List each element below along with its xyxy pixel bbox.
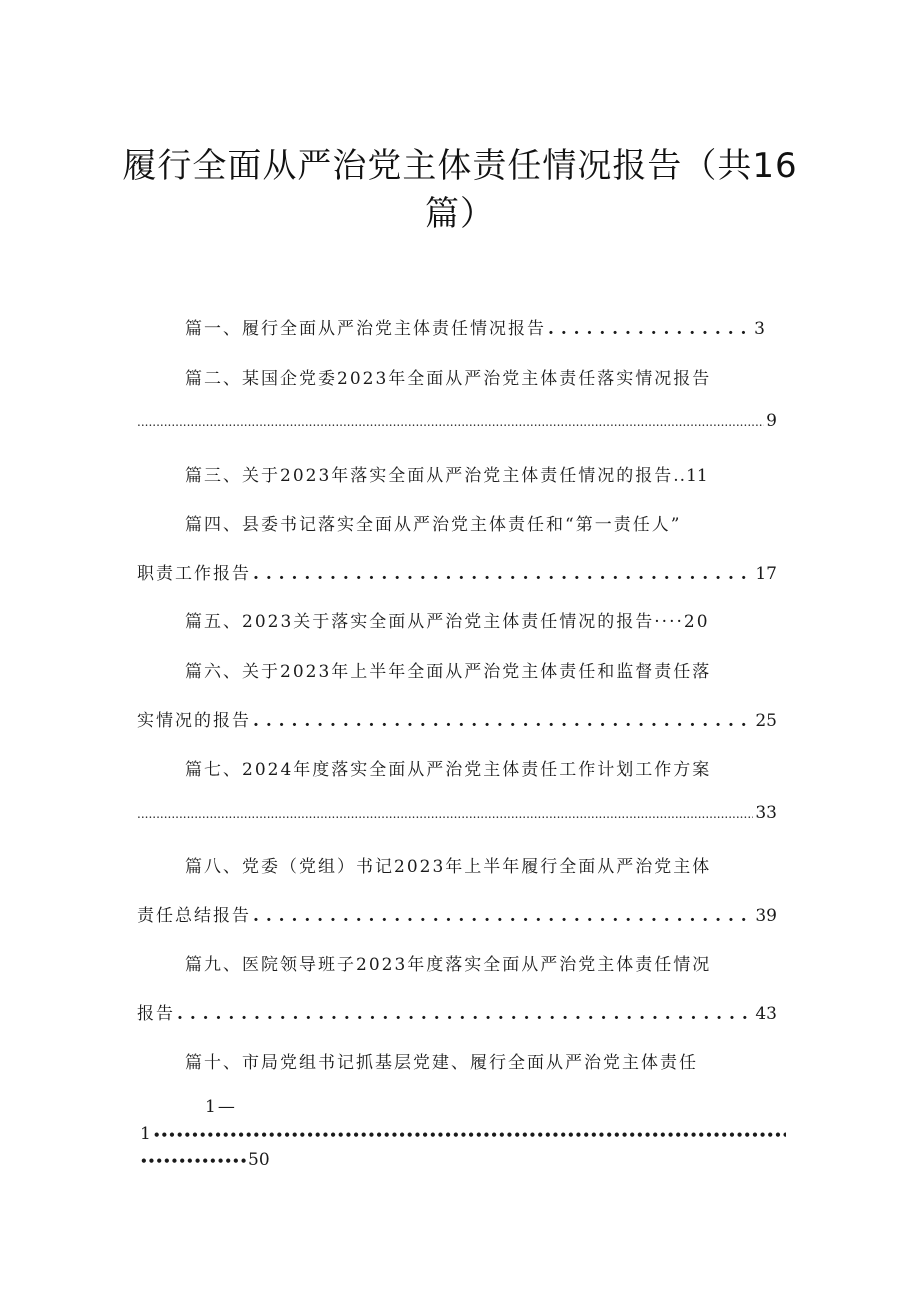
toc-entry-5[interactable]: 篇五、2023关于落实全面从严治党主体责任情况的报告····20	[185, 612, 710, 632]
toc-entry-title-continued: 职责工作报告	[137, 564, 251, 584]
toc-leader-bullets	[140, 1150, 248, 1170]
toc-entry-7[interactable]: 篇七、2024年度落实全面从严治党主体责任工作计划工作方案	[185, 760, 712, 780]
toc-page-number: 11	[686, 466, 708, 486]
toc-leader-dots	[137, 411, 764, 431]
toc-page-number: 43	[755, 1004, 777, 1024]
toc-leader-dots	[253, 906, 753, 926]
toc-entry-10[interactable]: 篇十、市局党组书记抓基层党建、履行全面从严治党主体责任	[185, 1053, 698, 1073]
toc-page-number: 9	[766, 411, 777, 431]
toc-page-number: 3	[754, 319, 765, 339]
toc-entry-10-leader-line[interactable]	[140, 1124, 786, 1144]
toc-entry-7-leader-line[interactable]	[137, 803, 777, 823]
toc-entry-8[interactable]: 篇八、党委（党组）书记2023年上半年履行全面从严治党主体	[185, 857, 712, 877]
toc-entry-4[interactable]: 篇四、县委书记落实全面从严治党主体责任和“第一责任人”	[185, 515, 682, 535]
toc-leader-dots	[253, 711, 753, 731]
toc-leader-bullets	[153, 1124, 786, 1144]
toc-entry-title: 篇一、履行全面从严治党主体责任情况报告	[185, 319, 546, 339]
toc-page-number: 17	[755, 564, 777, 584]
toc-leader-dots	[177, 1004, 753, 1024]
toc-entry-6-continued[interactable]	[137, 706, 777, 731]
toc-entry-10-page-line[interactable]	[140, 1150, 270, 1170]
toc-entry-title-continued: 责任总结报告	[137, 906, 251, 926]
toc-leader-dots	[137, 803, 753, 823]
toc-page-marker: 1—	[205, 1097, 237, 1117]
toc-entry-1[interactable]	[185, 314, 765, 339]
toc-entry-9-continued[interactable]	[137, 999, 777, 1024]
toc-entry-8-continued[interactable]	[137, 901, 777, 926]
toc-entry-2-leader-line[interactable]	[137, 411, 777, 431]
toc-entry-6[interactable]: 篇六、关于2023年上半年全面从严治党主体责任和监督责任落	[185, 662, 712, 682]
toc-leader-dots	[548, 319, 752, 339]
toc-page-number: 33	[755, 803, 777, 823]
toc-page-number: 25	[755, 711, 777, 731]
document-title-continued: 篇）	[425, 194, 495, 234]
toc-entry-title: 篇三、关于2023年落实全面从严治党主体责任情况的报告	[185, 466, 674, 486]
toc-entry-9[interactable]: 篇九、医院领导班子2023年度落实全面从严治党主体责任情况	[185, 955, 712, 975]
toc-entry-2[interactable]: 篇二、某国企党委2023年全面从严治党主体责任落实情况报告	[185, 369, 712, 389]
toc-page-number: 50	[248, 1150, 270, 1170]
toc-page-number: 39	[755, 906, 777, 926]
toc-entry-4-continued[interactable]	[137, 559, 777, 584]
toc-entry-prefix: 1	[140, 1124, 153, 1144]
document-title: 履行全面从严治党主体责任情况报告（共16	[122, 146, 798, 186]
toc-entry-title-continued: 实情况的报告	[137, 711, 251, 731]
toc-entry-3[interactable]	[185, 461, 708, 486]
toc-leader-dots: ..	[673, 466, 687, 486]
toc-entry-title-continued: 报告	[137, 1004, 175, 1024]
toc-leader-dots	[253, 564, 753, 584]
